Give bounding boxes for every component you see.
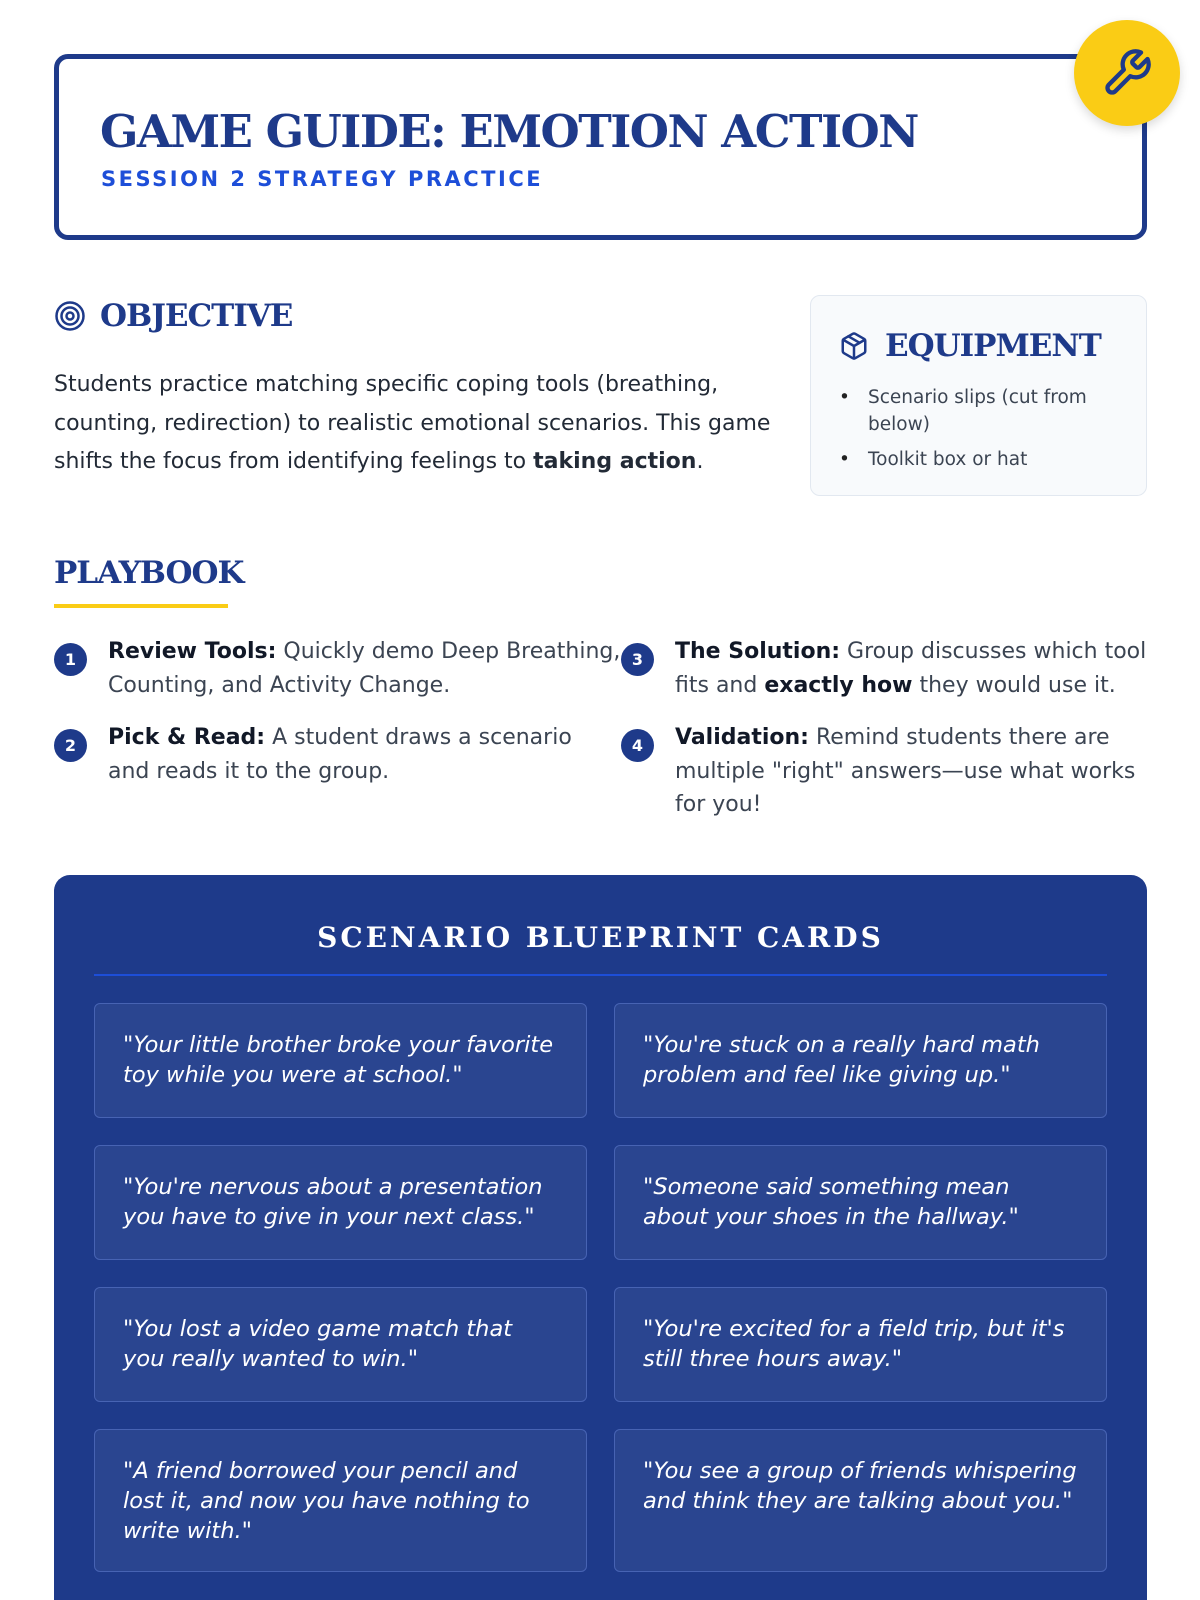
wrench-icon (1101, 47, 1153, 99)
wrench-badge (1074, 20, 1180, 126)
scenario-card: "A friend borrowed your pencil and lost it, and now you have nothing to write with." (94, 1429, 587, 1572)
page-title: GAME GUIDE: EMOTION ACTION (100, 105, 918, 158)
box-icon (839, 331, 869, 361)
scenario-card: "You see a group of friends whispering and think they are talking about you." (614, 1429, 1107, 1572)
scenario-card: "Someone said something mean about your shoes in the hallway." (614, 1145, 1107, 1260)
target-icon (54, 300, 86, 332)
scenario-card: "You're nervous about a presentation you have to give in your next class." (94, 1145, 587, 1260)
equipment-card (810, 295, 1147, 496)
divider (94, 974, 1107, 976)
step-text: Validation: Remind students there are multiple "right" answers—use what works for you! (675, 725, 1136, 817)
equipment-item: • Scenario slips (cut from below) (839, 384, 1129, 438)
step-text: Review Tools: Quickly demo Deep Breathing, Counting, and Activity Change. (108, 639, 621, 698)
objective-text: Students practice matching specific coping tools (breathing, counting, redirection) to realistic emotional scenarios. This game shifts the focus from identifying feelings to taking action. (54, 372, 771, 474)
scenario-cards-panel (54, 875, 1147, 1600)
page-subtitle: SESSION 2 STRATEGY PRACTICE (101, 167, 544, 191)
equipment-item: • Toolkit box or hat (839, 446, 1129, 473)
scenario-card: "You lost a video game match that you really wanted to win." (94, 1287, 587, 1402)
equipment-heading: EQUIPMENT (885, 328, 1101, 364)
step-number: 4 (621, 729, 654, 762)
playbook-heading: PLAYBOOK (54, 555, 244, 591)
step-text: Pick & Read: A student draws a scenario and reads it to the group. (108, 725, 572, 784)
step-text: The Solution: Group discusses which tool fits and exactly how they would use it. (675, 639, 1147, 698)
step-number: 1 (54, 643, 87, 676)
objective-emphasis: taking action (533, 449, 697, 474)
scenario-card: "Your little brother broke your favorite toy while you were at school." (94, 1003, 587, 1118)
objective-heading: OBJECTIVE (100, 298, 293, 334)
scenario-card: "You're excited for a field trip, but it's still three hours away." (614, 1287, 1107, 1402)
playbook-underline (54, 604, 228, 608)
step-number: 2 (54, 729, 87, 762)
header-card (54, 54, 1147, 240)
step-number: 3 (621, 643, 654, 676)
scenario-card: "You're stuck on a really hard math problem and feel like giving up." (614, 1003, 1107, 1118)
scenario-cards-title: SCENARIO BLUEPRINT CARDS (317, 921, 884, 954)
equipment-list (839, 384, 1129, 481)
